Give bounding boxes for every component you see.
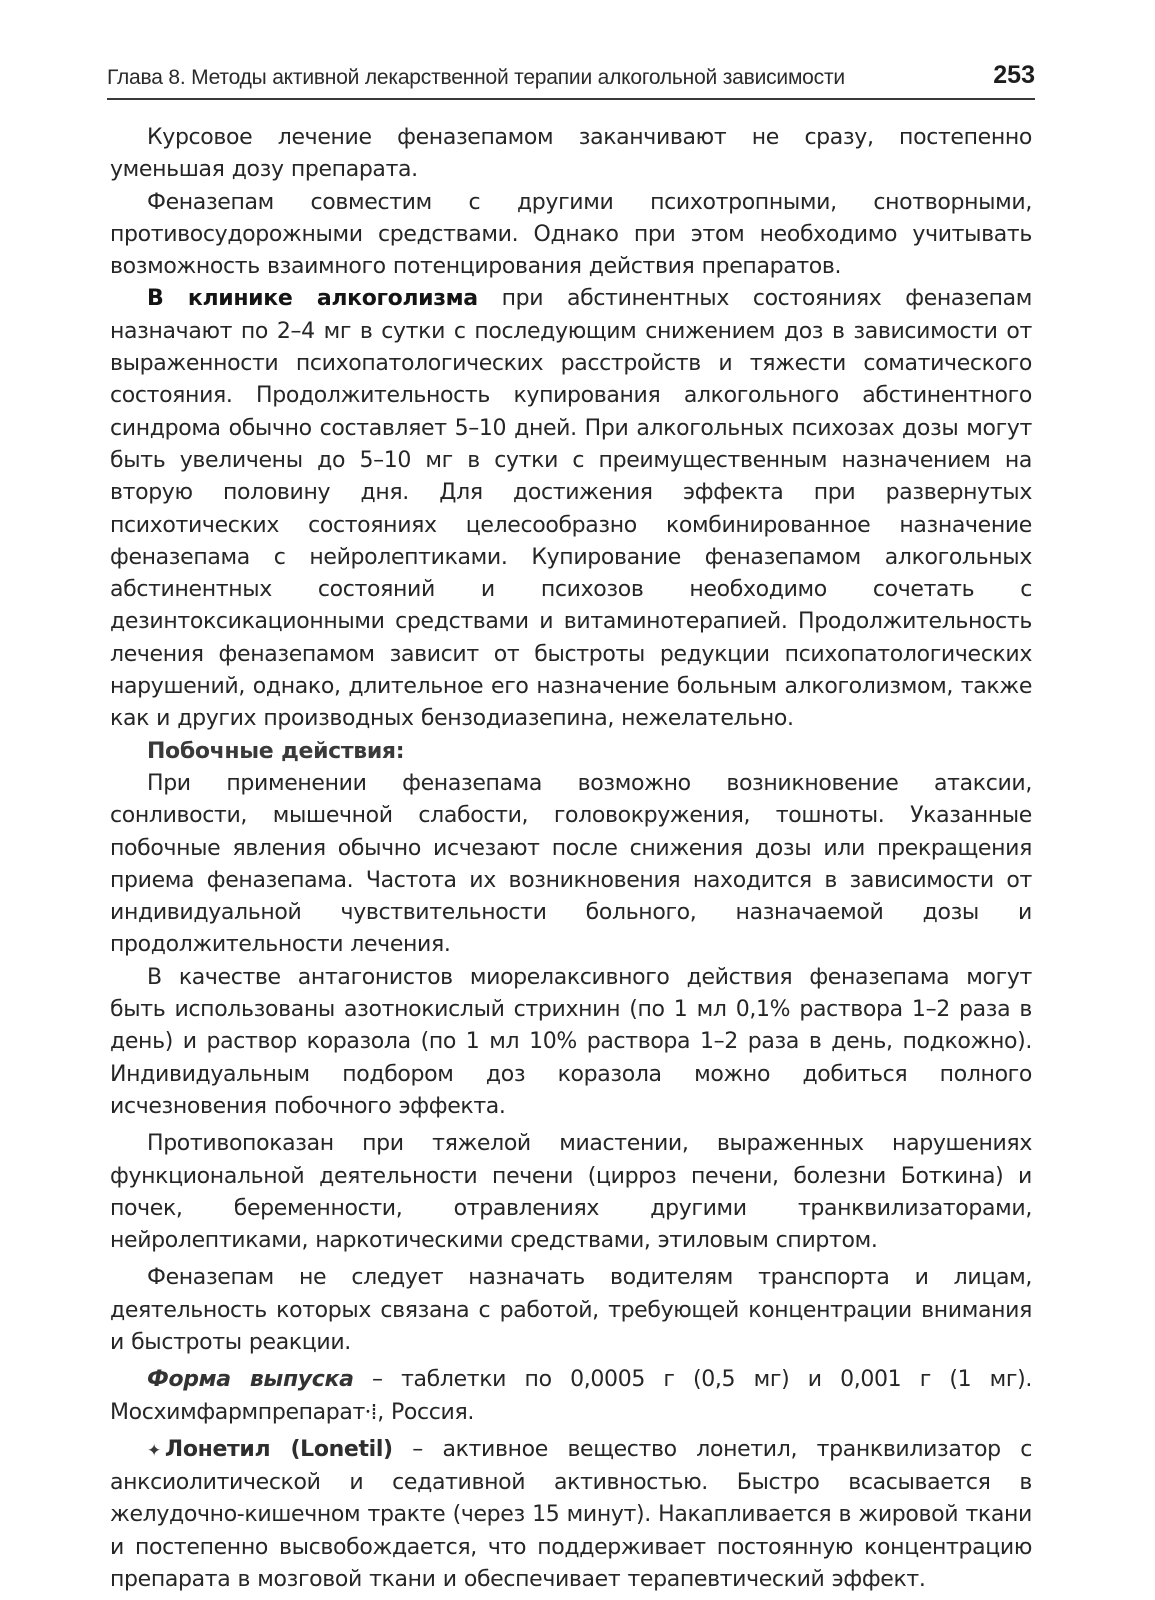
side-effects-heading: Побочные действия: <box>147 738 405 764</box>
paragraph-contraindications: Противопоказан при тяжелой миастении, выраженных нарушениях функциональной деятельности печени (цирроз печени, болезни Боткина) и почек, беременности, отравлениях другими транквилизаторами, нейролептиками, наркотическими средствами, этиловым спиртом. <box>110 1131 1032 1254</box>
chapter-title: Глава 8. Методы активной лекарственной терапии алкогольной зависимости <box>107 66 845 89</box>
page-body <box>110 122 1032 1596</box>
running-header <box>107 56 1035 100</box>
lonetil-drug-name: Лонетил (Lonetil) <box>164 1436 393 1462</box>
paragraph-side-effects: При применении феназепама возможно возникновение атаксии, сонливости, мышечной слабости, головокружения, тошноты. Указанные побочные явления обычно исчезают после снижения дозы или прекращения приема феназепама. Частота их возникновения находится в зависимости от индивидуальной чувствительности больного, назначаемой дозы и продолжительности лечения. <box>110 770 1032 958</box>
paragraph-drivers-warning: Феназепам не следует назначать водителям транспорта и лицам, деятельность которых связана с работой, требующей концентрации внимания и быстроты реакции. <box>110 1265 1032 1355</box>
diamond-bullet-icon: ✦ <box>147 1440 161 1461</box>
alcoholism-clinic-lead: В клинике алкоголизма <box>147 286 478 312</box>
release-form-lead: Форма выпуска <box>147 1367 354 1393</box>
paragraph-compatibility: Феназепам совместим с другими психотропными, снотворными, противосудорожными средствами. Однако при этом необходимо учитывать возможность взаимного потенцирования действия препаратов. <box>110 189 1032 280</box>
page-number: 253 <box>993 61 1035 89</box>
paragraph-course-ending: Курсовое лечение феназепамом заканчивают не сразу, постепенно уменьшая дозу препарата. <box>110 125 1032 183</box>
paragraph-lonetil: ✦ Лонетил (Lonetil) – активное вещество лонетил, транквилизатор с анксиолитической и седативной активностью. Быстро всасывается в желудочно-кишечном тракте (через 15 минут). Накапливается в жировой ткани и постепенно высвобождается, что поддерживает постоянную концентрацию препарата в мозговой ткани и обеспечивает терапевтический эффект. <box>110 1436 1032 1593</box>
paragraph-alcoholism-clinic: В клинике алкоголизма при абстинентных состояниях феназепам назначают по 2–4 мг в сутки с последующим снижением доз в зависимости от выраженности психопатологических расстройств и тяжести соматического состояния. Продолжительность купирования алкогольного абстинентного синдрома обычно составляет 5–10 дней. При алкогольных психозах дозы могут быть увеличены до 5–10 мг в сутки с преимущественным назначением на вторую половину дня. Для достижения эффекта при развернутых психотических состояниях целесообразно комбинированное назначение феназепама с нейролептиками. Купирование феназепамом алкогольных абстинентных состояний и психозов необходимо сочетать с дезинтоксикационными средствами и витаминотерапией. Продолжительность лечения феназепамом зависит от быстроты редукции психопатологических нарушений, однако, длительное его назначение больным алкоголизмом, также как и других производных бензодиазепина, нежелательно. <box>110 286 1032 732</box>
paragraph-release-form: Форма выпуска – таблетки по 0,0005 г (0,5 мг) и 0,001 г (1 мг). Мосхимфармпрепарат⸱⁞, Россия. <box>110 1367 1033 1425</box>
paragraph-antagonists: В качестве антагонистов миорелаксивного действия феназепама могут быть использованы азотнокислый стрихнин (по 1 мл 0,1% раствора 1–2 раза в день) и раствор коразола (по 1 мл 10% раствора 1–2 раза в день, подкожно). Индивидуальным подбором доз коразола можно добиться полного исчезновения побочного эффекта. <box>110 964 1032 1119</box>
